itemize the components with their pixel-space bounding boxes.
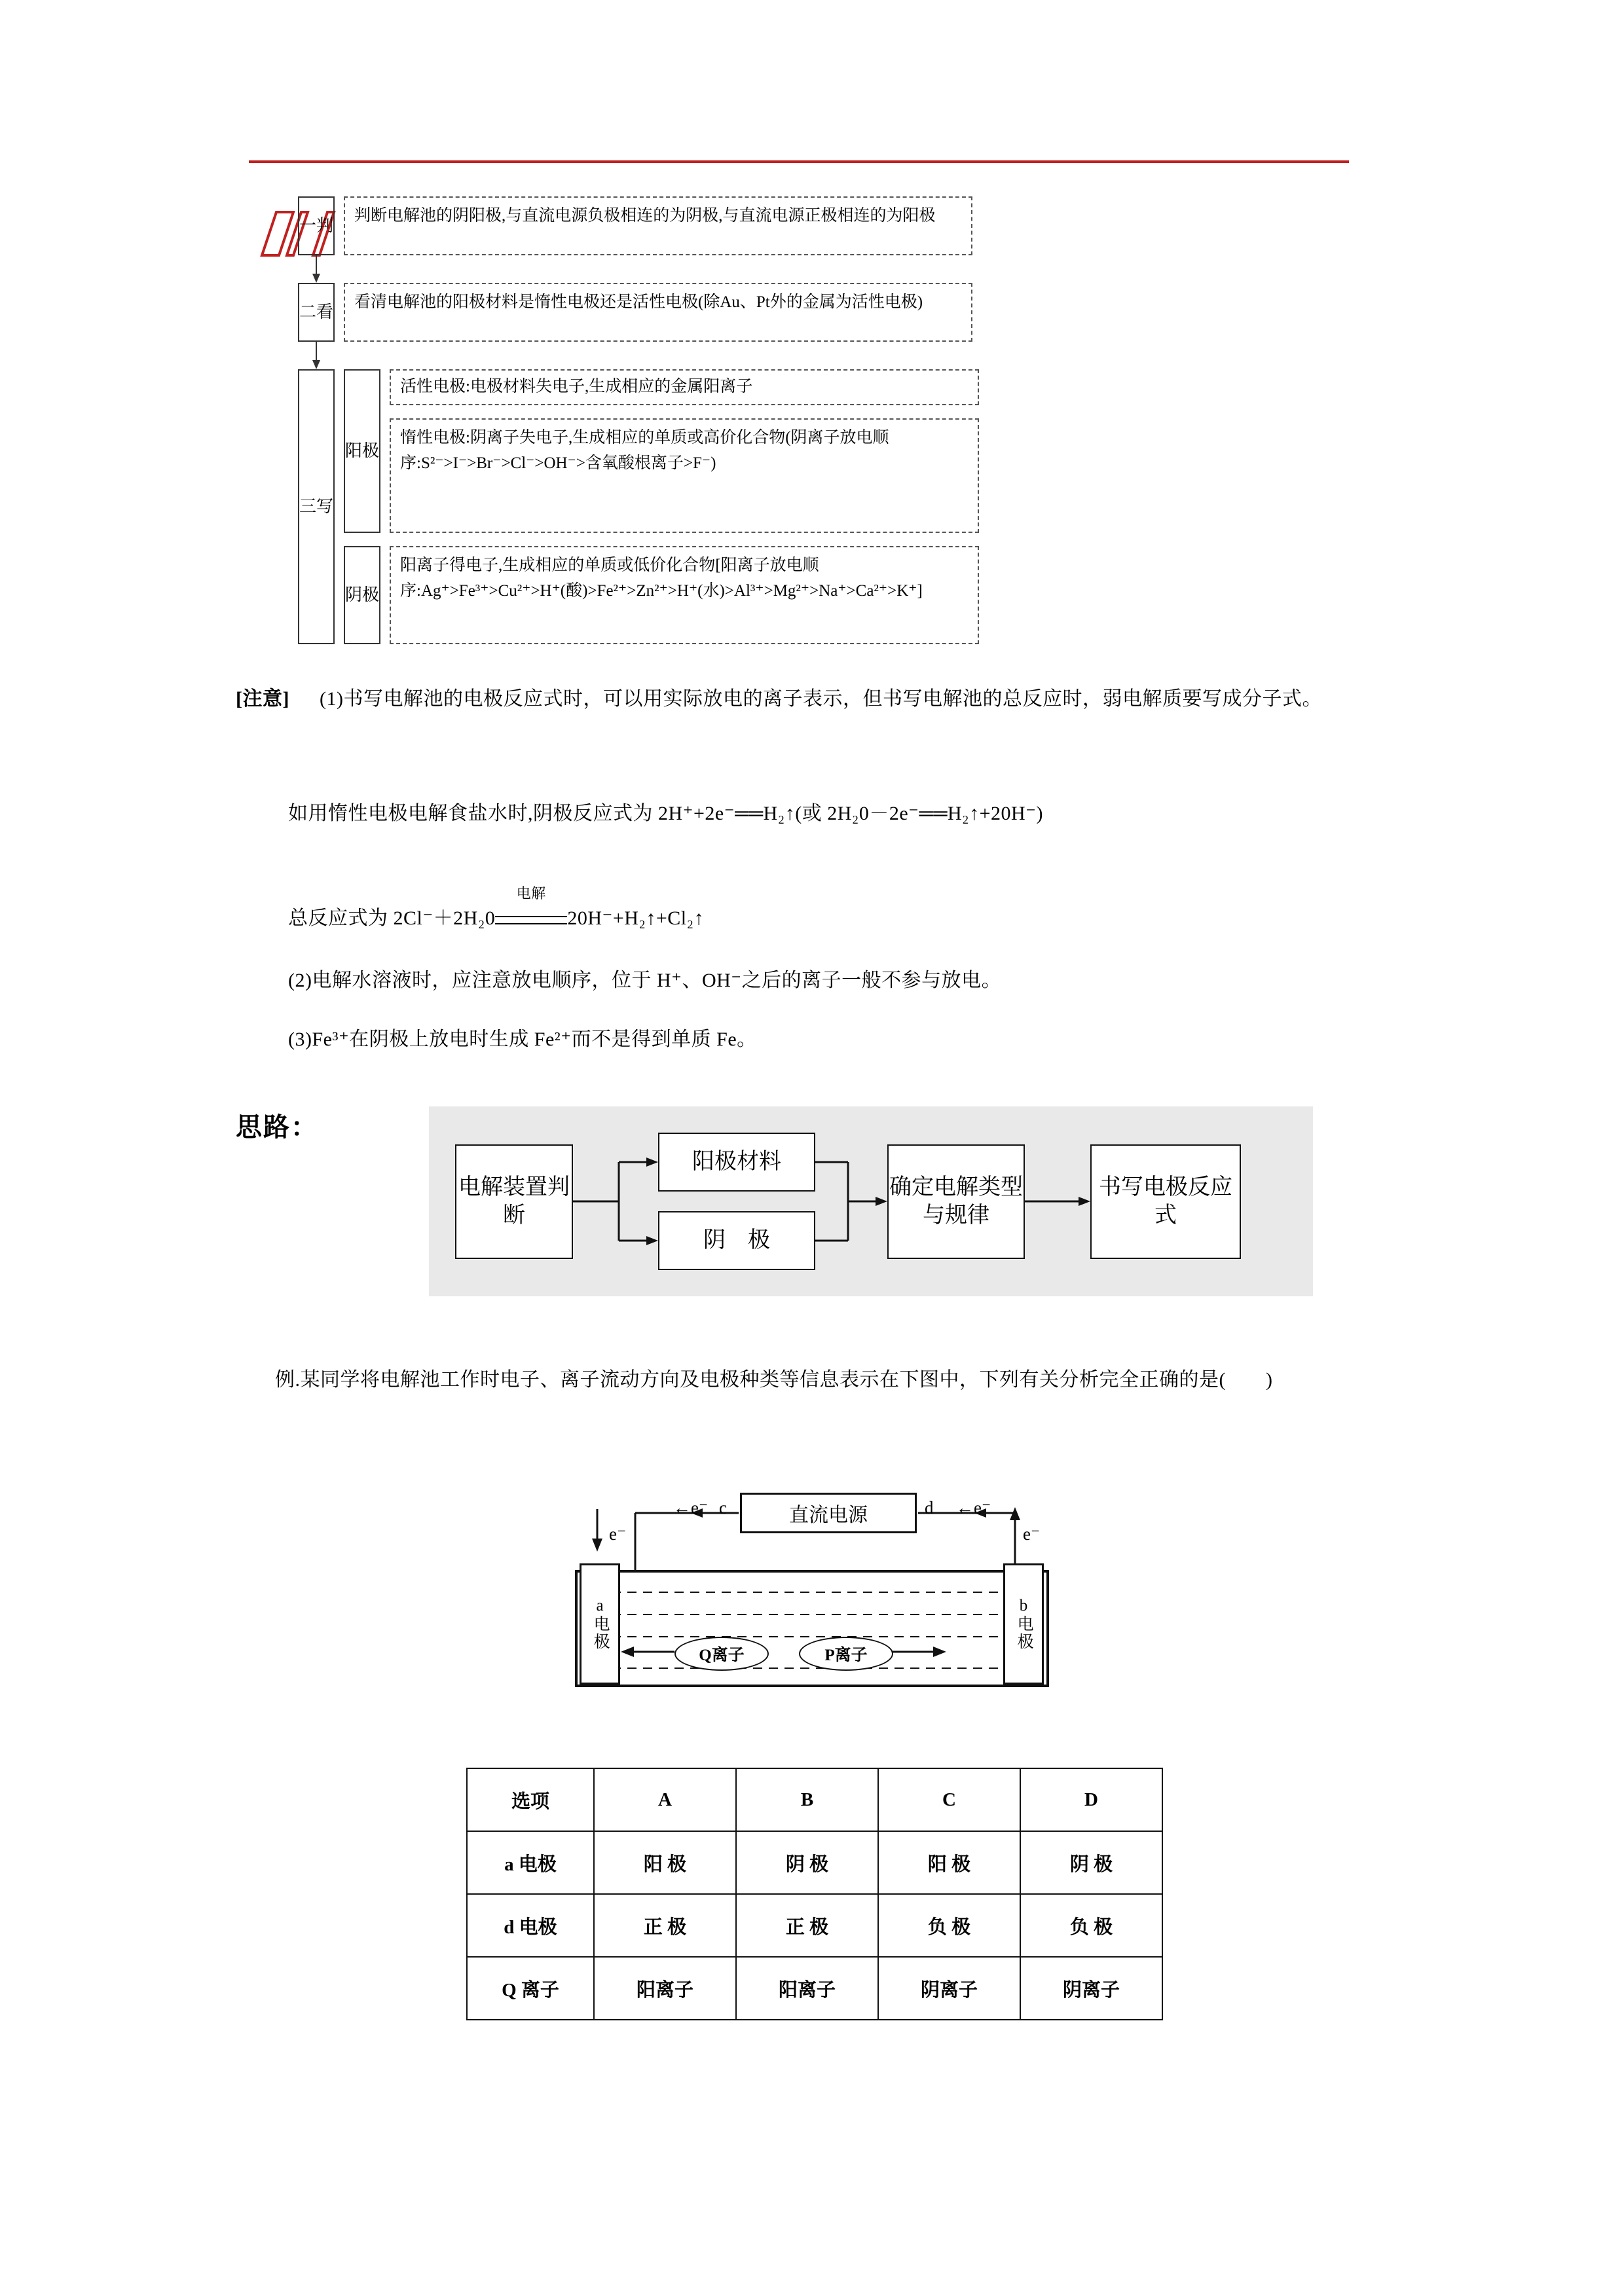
- electrode-a-label: a: [596, 1597, 604, 1615]
- table-cell: 阳 极: [878, 1831, 1020, 1894]
- anode-active-text: 活性电极:电极材料失电子,生成相应的金属阳离子: [390, 369, 979, 405]
- flow-step-1-label: 一判: [298, 196, 335, 255]
- electrode-b-text: 电极: [1015, 1614, 1033, 1650]
- silu-box-3: 阴 极: [658, 1211, 815, 1270]
- flow-step-2: [298, 283, 1005, 342]
- silu-box-2: 阳极材料: [658, 1133, 815, 1192]
- electrolysis-figure: [550, 1486, 1100, 1761]
- page-header: [0, 98, 1624, 177]
- node-c-label: c: [719, 1498, 727, 1518]
- electrode-a-text: 电极: [591, 1614, 610, 1650]
- table-header-row: [467, 1768, 1162, 1831]
- silu-label: 思路：: [236, 1112, 318, 1142]
- ion-q-label: Q离子: [674, 1637, 769, 1671]
- cathode-label: 阴极: [344, 546, 380, 644]
- flow-step-3: [298, 369, 1005, 644]
- electron-left-label: e⁻: [609, 1524, 627, 1544]
- note-paragraph-5: (3)Fe³⁺在阴极上放电时生成 Fe²⁺而不是得到单质 Fe。: [288, 1029, 757, 1050]
- table-header-cell: A: [594, 1768, 736, 1831]
- table-cell: 阴离子: [878, 1957, 1020, 2020]
- arrow-down-icon: [298, 342, 335, 369]
- note-paragraph-2: 如用惰性电极电解食盐水时,阴极反应式为 2H⁺+2e⁻══H₂↑(或 2H₂0－2e⁻══H₂↑+20H⁻): [288, 803, 1044, 824]
- electrode-a: [580, 1563, 620, 1685]
- table-cell: 阴 极: [736, 1831, 878, 1894]
- table-cell: 阳离子: [594, 1957, 736, 2020]
- note-text-1: (1)书写电解池的电极反应式时，可以用实际放电的离子表示，但书写电解池的总反应时，弱电解质要写成分子式。: [319, 688, 1322, 710]
- example-question: 例.某同学将电解池工作时电子、离子流动方向及电极种类等信息表示在下图中，下列有关分析完全正确的是( ): [275, 1369, 1273, 1391]
- table-cell: 负 极: [878, 1894, 1020, 1957]
- electrode-b: [1003, 1563, 1044, 1685]
- table-cell: 阳离子: [736, 1957, 878, 2020]
- table-header-cell: B: [736, 1768, 878, 1831]
- electron-right-label: e⁻: [1023, 1524, 1041, 1544]
- table-cell: 正 极: [736, 1894, 878, 1957]
- silu-box-4: 确定电解类型与规律: [887, 1144, 1025, 1259]
- flow-step-3-label: 三写: [298, 369, 335, 644]
- electrode-b-label: b: [1019, 1597, 1028, 1615]
- note-text-3-prefix: 总反应式为 2Cl⁻＋2H₂0: [288, 907, 496, 929]
- silu-band: [429, 1106, 1313, 1296]
- wire-electron-left-label: ←e⁻: [673, 1498, 709, 1518]
- procedure-flowchart: [298, 196, 1005, 644]
- table-row: [467, 1894, 1162, 1957]
- table-row: [467, 1957, 1162, 2020]
- table-cell: 正 极: [594, 1894, 736, 1957]
- flow-step-1: [298, 196, 1005, 255]
- note-paragraph-1: [236, 681, 1414, 718]
- anode-label: 阳极: [344, 369, 380, 533]
- flow-step-2-label: 二看: [298, 283, 335, 342]
- table-header-cell: 选项: [467, 1768, 594, 1831]
- reaction-condition: 电解: [516, 885, 546, 902]
- silu-box-1: 电解装置判断: [455, 1144, 573, 1259]
- anode-inert-text: 惰性电极:阴离子失电子,生成相应的单质或高价化合物(阴离子放电顺序:S²⁻>I⁻>Br⁻>Cl⁻>OH⁻>含氧酸根离子>F⁻): [390, 418, 979, 533]
- silu-box-5: 书写电极反应式: [1090, 1144, 1241, 1259]
- table-cell: 负 极: [1020, 1894, 1162, 1957]
- ion-p-label: P离子: [799, 1637, 893, 1671]
- table-cell: 阳 极: [594, 1831, 736, 1894]
- power-supply-box: 直流电源: [740, 1493, 917, 1533]
- note-text-3-rest: 20H⁻+H₂↑+Cl₂↑: [567, 907, 705, 929]
- row-label: Q 离子: [467, 1957, 594, 2020]
- cathode-text: 阳离子得电子,生成相应的单质或低价化合物[阳离子放电顺序:Ag⁺>Fe³⁺>Cu²⁺>H⁺(酸)>Fe²⁺>Zn²⁺>H⁺(水)>Al³⁺>Mg²⁺>Na⁺>Ca²⁺>K⁺]: [390, 546, 979, 644]
- flow-arrow-1: [298, 255, 1005, 283]
- flow-arrow-2: [298, 342, 1005, 369]
- table-row: [467, 1831, 1162, 1894]
- flow-step-2-text: 看清电解池的阳极材料是惰性电极还是活性电极(除Au、Pt外的金属为活性电极): [344, 283, 972, 342]
- arrow-down-icon: [298, 255, 335, 283]
- table-header-cell: C: [878, 1768, 1020, 1831]
- table-cell: 阴离子: [1020, 1957, 1162, 2020]
- note-paragraph-4: (2)电解水溶液时，应注意放电顺序，位于 H⁺、OH⁻之后的离子一般不参与放电。: [288, 970, 1002, 991]
- options-table: [466, 1768, 1163, 2020]
- table-header-cell: D: [1020, 1768, 1162, 1831]
- note-tag: [注意]: [236, 688, 289, 710]
- header-rule: [249, 160, 1349, 163]
- note-paragraph-3: [288, 885, 1428, 937]
- node-d-label: d: [925, 1498, 934, 1518]
- flow-step-1-text: 判断电解池的阴阳极,与直流电源负极相连的为阴极,与直流电源正极相连的为阳极: [344, 196, 972, 255]
- silu-connectors: [429, 1106, 1313, 1296]
- row-label: a 电极: [467, 1831, 594, 1894]
- wire-electron-right-label: ←e⁻: [956, 1498, 991, 1518]
- table-cell: 阴 极: [1020, 1831, 1162, 1894]
- row-label: d 电极: [467, 1894, 594, 1957]
